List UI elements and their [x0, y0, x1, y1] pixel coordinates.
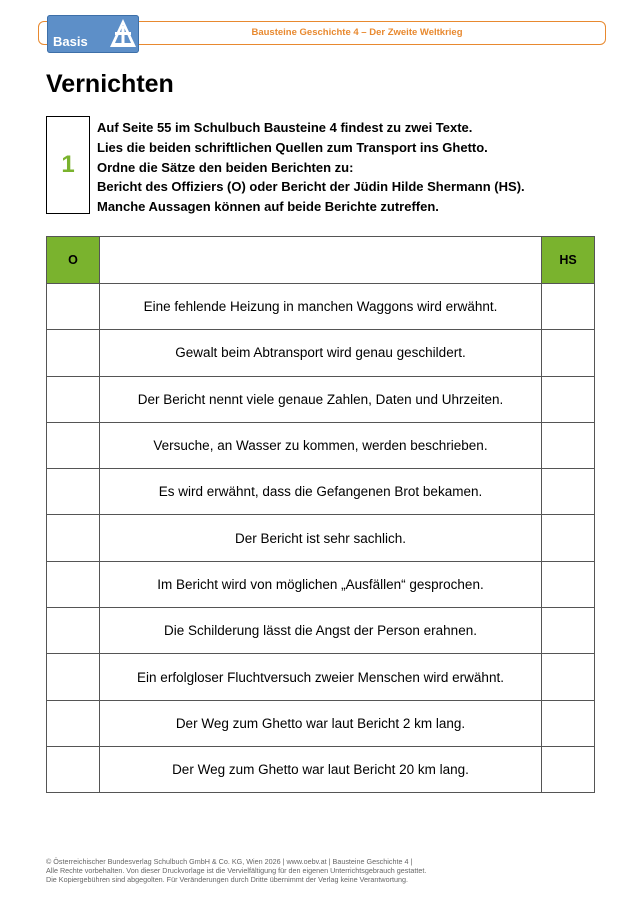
answer-cell-hs[interactable] — [542, 746, 595, 792]
footer-line: © Österreichischer Bundesverlag Schulbuch GmbH & Co. KG, Wien 2026 | www.oebv.at | Bausteine Geschichte 4 | — [46, 857, 413, 866]
answer-cell-o[interactable] — [47, 376, 100, 422]
instruction-line: Ordne die Sätze den beiden Berichten zu: — [97, 159, 354, 175]
instruction-line: Manche Aussagen können auf beide Berichte zutreffen. — [97, 199, 439, 215]
series-title: Bausteine Geschichte 4 – Der Zweite Weltkrieg — [251, 27, 463, 38]
answer-cell-hs[interactable] — [542, 700, 595, 746]
footer-copyright — [46, 857, 426, 885]
answer-cell-o[interactable] — [47, 746, 100, 792]
assignment-table — [46, 236, 595, 793]
task-instructions — [97, 118, 597, 217]
statement-cell: Der Bericht nennt viele genaue Zahlen, Daten und Uhrzeiten. — [100, 376, 542, 422]
answer-cell-o[interactable] — [47, 284, 100, 330]
statement-cell: Der Weg zum Ghetto war laut Bericht 20 km lang. — [100, 746, 542, 792]
table-row — [47, 422, 595, 468]
instruction-line: Lies die beiden schriftlichen Quellen zum Transport ins Ghetto. — [97, 139, 488, 155]
table-row — [47, 608, 595, 654]
statement-cell: Im Bericht wird von möglichen „Ausfällen“ gesprochen. — [100, 561, 542, 607]
instruction-line: Bericht des Offiziers (O) oder Bericht der Jüdin Hilde Shermann (HS). — [97, 179, 525, 195]
task-number: 1 — [61, 151, 75, 178]
statement-cell: Gewalt beim Abtransport wird genau geschildert. — [100, 330, 542, 376]
table-row — [47, 376, 595, 422]
answer-cell-hs[interactable] — [542, 284, 595, 330]
table-row — [47, 515, 595, 561]
answer-cell-o[interactable] — [47, 330, 100, 376]
table-row — [47, 654, 595, 700]
answer-cell-o[interactable] — [47, 469, 100, 515]
answer-cell-o[interactable] — [47, 422, 100, 468]
page-title: Vernichten — [46, 70, 174, 98]
answer-cell-hs[interactable] — [542, 654, 595, 700]
answer-cell-hs[interactable] — [542, 515, 595, 561]
statement-cell: Versuche, an Wasser zu kommen, werden beschrieben. — [100, 422, 542, 468]
answer-cell-hs[interactable] — [542, 330, 595, 376]
statement-cell: Ein erfolgloser Fluchtversuch zweier Menschen wird erwähnt. — [100, 654, 542, 700]
statement-cell: Die Schilderung lässt die Angst der Person erahnen. — [100, 608, 542, 654]
statement-cell: Der Weg zum Ghetto war laut Bericht 2 km lang. — [100, 700, 542, 746]
task-number-box — [46, 116, 90, 214]
footer-line: Alle Rechte vorbehalten. Von dieser Druckvorlage ist die Vervielfältigung für den eigenen Unterrichtsgebrauch gestattet. — [46, 866, 427, 876]
answer-cell-hs[interactable] — [542, 376, 595, 422]
answer-cell-hs[interactable] — [542, 422, 595, 468]
table-row — [47, 469, 595, 515]
logo-text: Basis — [53, 34, 88, 49]
column-header-hs: HS — [542, 237, 595, 284]
answer-cell-o[interactable] — [47, 700, 100, 746]
statement-cell: Es wird erwähnt, dass die Gefangenen Brot bekamen. — [100, 469, 542, 515]
table-header-row — [47, 237, 595, 284]
statement-cell: Eine fehlende Heizung in manchen Waggons wird erwähnt. — [100, 284, 542, 330]
statement-cell: Der Bericht ist sehr sachlich. — [100, 515, 542, 561]
answer-cell-hs[interactable] — [542, 561, 595, 607]
triangle-logo-icon — [109, 18, 137, 48]
instruction-line: Auf Seite 55 im Schulbuch Bausteine 4 findest zu zwei Texte. — [97, 120, 473, 135]
footer-line: Die Kopiergebühren sind abgegolten. Für Veränderungen durch Dritte übernimmt der Verlag keine Verantwortung. — [46, 875, 408, 885]
basis-logo — [47, 15, 139, 53]
answer-cell-hs[interactable] — [542, 608, 595, 654]
answer-cell-o[interactable] — [47, 608, 100, 654]
column-header-o: O — [47, 237, 100, 284]
table-row — [47, 330, 595, 376]
table-row — [47, 561, 595, 607]
answer-cell-o[interactable] — [47, 561, 100, 607]
answer-cell-o[interactable] — [47, 515, 100, 561]
table-row — [47, 746, 595, 792]
answer-cell-o[interactable] — [47, 654, 100, 700]
column-header-blank — [100, 237, 542, 284]
table-row — [47, 700, 595, 746]
table-row — [47, 284, 595, 330]
answer-cell-hs[interactable] — [542, 469, 595, 515]
